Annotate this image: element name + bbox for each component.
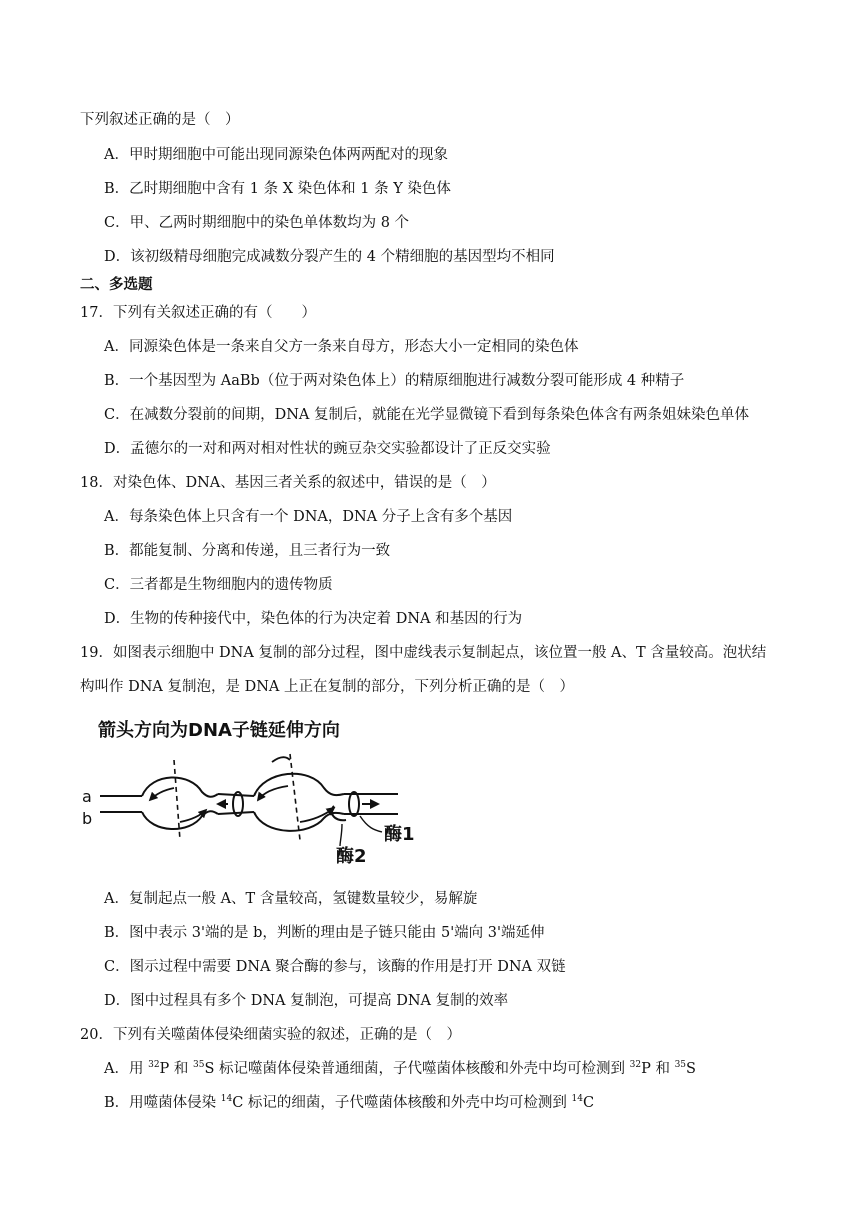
section-title: 二、多选题 [80, 276, 153, 293]
enzyme-rings [218, 792, 378, 820]
dna-strands [100, 774, 398, 831]
q20-option-a: A．用 $^{32}$P 和 $^{35}$S 标记噬菌体侵染普通细菌，子代噬菌体核酸和外壳中均可检测到 $^{32}$P 和 $^{35}$S [104, 1060, 696, 1077]
q17-stem: 17．下列有关叙述正确的有（ ） [80, 305, 316, 321]
q18-option-d: D．生物的传种接代中，染色体的行为决定着 DNA 和基因的行为 [104, 611, 523, 627]
enzyme-pointers [340, 816, 382, 846]
q19-option-c: C．图示过程中需要 DNA 聚合酶的参与，该酶的作用是打开 DNA 双链 [104, 959, 566, 975]
q20-option-b: B．用噬菌体侵染 $^{14}$C 标记的细菌，子代噬菌体核酸和外壳中均可检测到 $^{14}$C [104, 1094, 595, 1111]
q17-option-a: A．同源染色体是一条来自父方一条来自母方，形态大小一定相同的染色体 [104, 339, 579, 355]
enzyme-1-label: 酶1 [384, 824, 415, 845]
q19-option-b: B．图中表示 3'端的是 b，判断的理由是子链只能由 5'端向 3'端延伸 [104, 925, 545, 941]
q19-stem-line2: 构叫作 DNA 复制泡，是 DNA 上正在复制的部分，下列分析正确的是（ ） [80, 679, 575, 695]
strand-label-b: b [82, 809, 93, 828]
q19-option-a: A．复制起点一般 A、T 含量较高，氢键数量较少，易解旋 [104, 891, 478, 907]
q16-option-b: B．乙时期细胞中含有 1 条 X 染色体和 1 条 Y 染色体 [104, 181, 451, 197]
q16-option-d: D．该初级精母细胞完成减数分裂产生的 4 个精细胞的基因型均不相同 [104, 249, 555, 265]
q18-option-a: A．每条染色体上只含有一个 DNA，DNA 分子上含有多个基因 [104, 509, 513, 525]
q18-option-c: C．三者都是生物细胞内的遗传物质 [104, 577, 333, 593]
q17-option-d: D．孟德尔的一对和两对相对性状的豌豆杂交实验都设计了正反交实验 [104, 441, 551, 457]
q17-option-c: C．在减数分裂前的间期，DNA 复制后，就能在光学显微镜下看到每条染色体含有两条姐妹染色单体 [104, 407, 749, 423]
enzyme-2-label: 酶2 [336, 846, 367, 866]
q16-option-a: A．甲时期细胞中可能出现同源染色体两两配对的现象 [104, 147, 448, 163]
q18-option-b: B．都能复制、分离和传递，且三者行为一致 [104, 543, 391, 559]
replication-origins [174, 754, 300, 840]
dna-replication-figure [78, 716, 418, 866]
q19-option-d: D．图中过程具有多个 DNA 复制泡，可提高 DNA 复制的效率 [104, 993, 509, 1009]
figure-caption: 箭头方向为DNA子链延伸方向 [98, 720, 340, 741]
strand-label-a: a [82, 787, 92, 806]
q16-stem: 下列叙述正确的是（ ） [80, 112, 240, 128]
q19-stem-line1: 19．如图表示细胞中 DNA 复制的部分过程，图中虚线表示复制起点，该位置一般 A、T 含量较高。泡状结 [80, 645, 767, 661]
q20-stem: 20．下列有关噬菌体侵染细菌实验的叙述，正确的是（ ） [80, 1027, 461, 1043]
q16-option-c: C．甲、乙两时期细胞中的染色单体数均为 8 个 [104, 215, 410, 231]
q18-stem: 18．对染色体、DNA、基因三者关系的叙述中，错误的是（ ） [80, 475, 496, 491]
q17-option-b: B．一个基因型为 AaBb（位于两对染色体上）的精原细胞进行减数分裂可能形成 4 种精子 [104, 373, 685, 389]
